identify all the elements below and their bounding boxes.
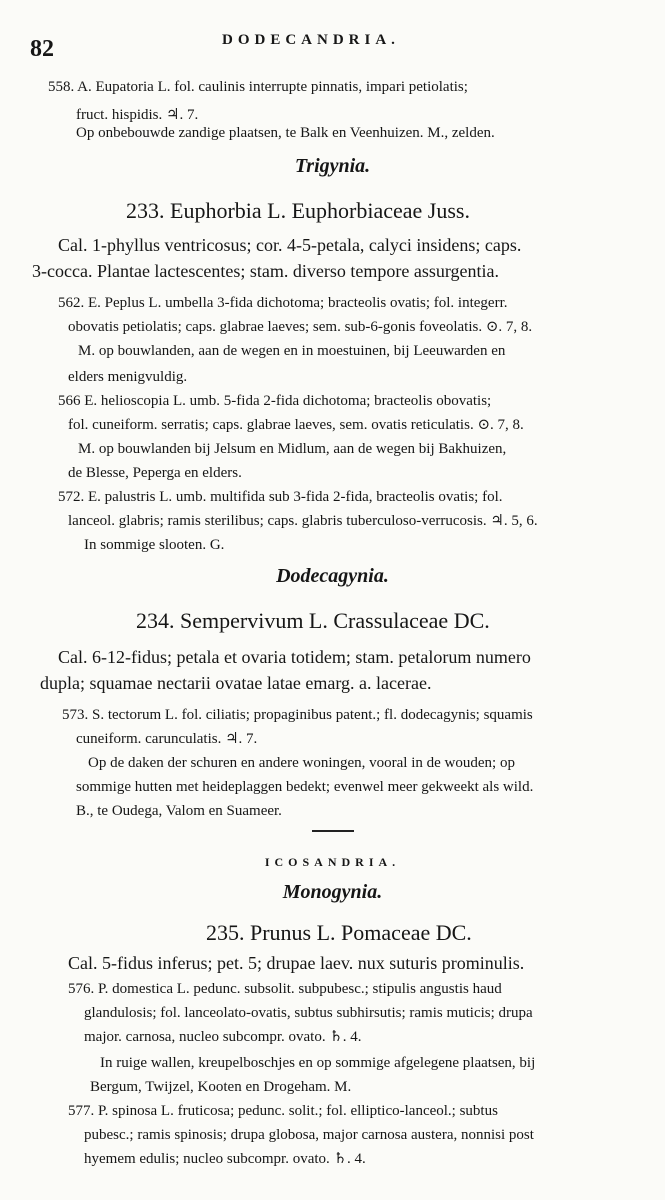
entry-576-line-5: Bergum, Twijzel, Kooten en Drogeham. M.: [90, 1079, 352, 1095]
entry-573-line-1: 573. S. tectorum L. fol. ciliatis; propaginibus patent.; fl. dodecagynis; squamis: [62, 707, 533, 723]
entry-566-line-2: fol. cuneiform. serratis; caps. glabrae laeves, sem. ovatis reticulatis. ⊙. 7, 8.: [68, 417, 524, 433]
genus-euphorbia: 233. Euphorbia L. Euphorbiaceae Juss.: [126, 198, 470, 223]
genus-sempervivum-description-2: dupla; squamae nectarii ovatae latae emarg. a. lacerae.: [40, 673, 432, 693]
entry-577-line-1: 577. P. spinosa L. fruticosa; pedunc. solit.; fol. elliptico-lanceol.; subtus: [68, 1103, 498, 1119]
entry-572-line-2: lanceol. glabris; ramis sterilibus; caps. glabris tuberculoso-verrucosis. ♃. 5, 6.: [68, 513, 538, 529]
genus-sempervivum-description-1: Cal. 6-12-fidus; petala et ovaria totidem; stam. petalorum numero: [58, 647, 531, 667]
genus-prunus: 235. Prunus L. Pomaceae DC.: [206, 920, 472, 945]
section-heading-monogynia: Monogynia.: [282, 881, 383, 903]
genus-sempervivum: 234. Sempervivum L. Crassulaceae DC.: [136, 608, 490, 633]
genus-prunus-description: Cal. 5-fidus inferus; pet. 5; drupae laev. nux suturis prominulis.: [68, 953, 525, 973]
entry-562-line-4: elders menigvuldig.: [68, 369, 188, 385]
entry-566-line-4: de Blesse, Peperga en elders.: [68, 465, 242, 481]
entry-573-line-4: sommige hutten met heideplaggen bedekt; evenwel meer gekweekt als wild.: [76, 779, 534, 795]
entry-573-line-3: Op de daken der schuren en andere woningen, vooral in de wouden; op: [88, 755, 515, 771]
running-head: DODECANDRIA.: [222, 32, 400, 48]
entry-576-line-1: 576. P. domestica L. pedunc. subsolit. subpubesc.; stipulis angustis haud: [68, 981, 502, 997]
entry-577-line-2: pubesc.; ramis spinosis; drupa globosa, major carnosa austera, nonnisi post: [84, 1127, 534, 1143]
entry-558-line-1: 558. A. Eupatoria L. fol. caulinis interrupte pinnatis, impari petiolatis;: [48, 79, 468, 95]
entry-576-line-2: glandulosis; fol. lanceolato-ovatis, subtus subhirsutis; ramis muticis; drupa: [84, 1005, 533, 1021]
section-divider: [312, 830, 354, 832]
entry-566-line-3: M. op bouwlanden bij Jelsum en Midlum, aan de wegen bij Bakhuizen,: [78, 441, 507, 457]
section-heading-dodecagynia: Dodecagynia.: [276, 565, 389, 587]
entry-577-line-3: hyemem edulis; nucleo subcompr. ovato. ♄. 4.: [84, 1151, 366, 1167]
entry-573-line-2: cuneiform. carunculatis. ♃. 7.: [76, 731, 258, 747]
entry-562-line-3: M. op bouwlanden, aan de wegen en in moestuinen, bij Leeuwarden en: [78, 343, 506, 359]
entry-562-line-2: obovatis petiolatis; caps. glabrae laeves; sem. sub-6-gonis foveolatis. ⊙. 7, 8.: [68, 319, 533, 335]
entry-572-line-1: 572. E. palustris L. umb. multifida sub 3-fida 2-fida, bracteolis ovatis; fol.: [58, 489, 503, 505]
genus-euphorbia-description-2: 3-cocca. Plantae lactescentes; stam. diverso tempore assurgentia.: [32, 261, 499, 281]
genus-euphorbia-description-1: Cal. 1-phyllus ventricosus; cor. 4-5-petala, calyci insidens; caps.: [58, 235, 522, 255]
page-number: 82: [30, 36, 54, 62]
entry-562-line-1: 562. E. Peplus L. umbella 3-fida dichotoma; bracteolis ovatis; fol. integerr.: [58, 295, 508, 311]
entry-566-line-1: 566 E. helioscopia L. umb. 5-fida 2-fida dichotoma; bracteolis obovatis;: [58, 393, 492, 409]
class-heading-icosandria: ICOSANDRIA.: [264, 855, 401, 869]
entry-558-line-2: fruct. hispidis. ♃. 7.: [76, 107, 199, 123]
section-heading-trigynia: Trigynia.: [294, 155, 371, 177]
entry-576-line-4: In ruige wallen, kreupelboschjes en op sommige afgelegene plaatsen, bij: [100, 1055, 536, 1071]
entry-558-line-3: Op onbebouwde zandige plaatsen, te Balk en Veenhuizen. M., zelden.: [76, 125, 495, 141]
entry-573-line-5: B., te Oudega, Valom en Suameer.: [76, 803, 282, 819]
entry-572-line-3: In sommige slooten. G.: [84, 537, 225, 553]
entry-576-line-3: major. carnosa, nucleo subcompr. ovato. ♄. 4.: [84, 1029, 362, 1045]
